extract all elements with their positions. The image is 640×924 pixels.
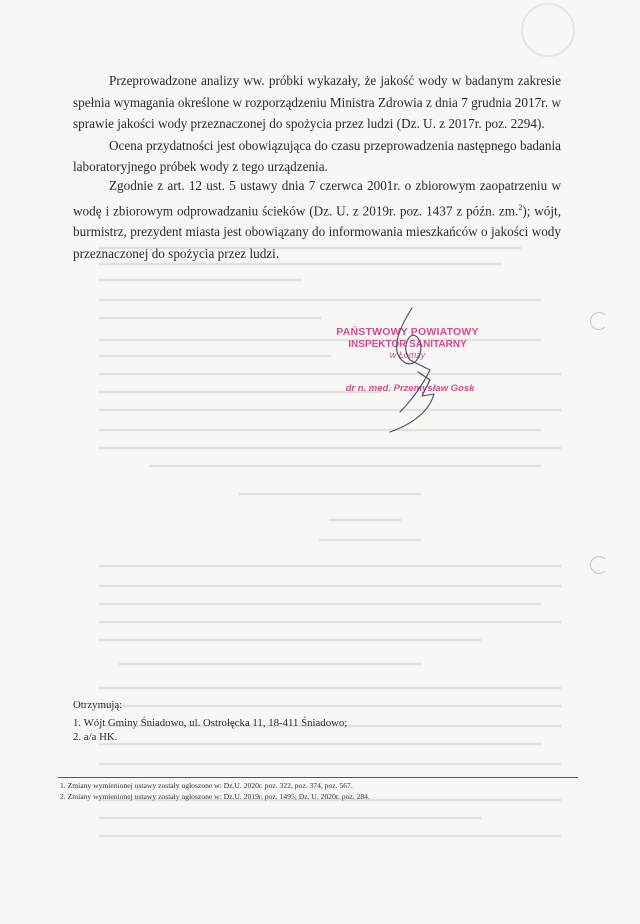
handwritten-signature	[360, 300, 480, 440]
footnote-ref: 2	[518, 202, 523, 212]
stamp-signatory: dr n. med. Przemysław Gosk	[345, 383, 475, 394]
recipient-item: 2. a/a HK.	[73, 731, 118, 743]
stamp-line-3: w Łomży	[389, 350, 426, 360]
stamp-line-2: INSPEKTOR SANITARNY	[348, 339, 467, 350]
paragraph-legal-basis	[73, 175, 561, 264]
recipients-heading: Otrzymują:	[73, 699, 123, 711]
footnote-item: 1. Zmiany wymienionej ustawy zostały ogłoszone w: Dz.U. 2020r. poz. 322, poz. 374, poz. 567.	[60, 781, 353, 790]
punch-hole-mark	[590, 556, 608, 574]
paragraph-water-analysis	[73, 70, 561, 178]
recipients-block	[73, 698, 493, 744]
footnote-item: 2. Zmiany wymienionej ustawy zostały ogłoszone w: Dz.U. 2019r. poz. 1495; Dz. U. 2020r. poz. 284.	[60, 792, 370, 801]
recipient-item: 1. Wójt Gminy Śniadowo, ul. Ostrołęcka 11, 18-411 Śniadowo;	[73, 717, 348, 729]
recipients-list	[73, 716, 493, 744]
punch-hole-mark	[590, 312, 608, 330]
footnote-divider	[58, 777, 578, 778]
stamp-line-1: PAŃSTWOWY POWIATOWY	[336, 326, 479, 338]
legal-text-after: ); wójt, burmistrz, prezydent miasta jest obowiązany do informowania mieszkańców o jakości wody przeznaczonej do spożycia przez ludzi.	[73, 202, 561, 261]
paragraph-analysis-result: Przeprowadzone analizy ww. próbki wykazały, że jakość wody w badanym zakresie spełnia wymagania określone w rozporządzeniu Ministra Zdrowia z dnia 7 grudnia 2017r. w sprawie jakości wody przeznaczonej do spożycia przez ludzi (Dz. U. z 2017r. poz. 2294).	[73, 73, 561, 131]
legal-text-before: Zgodnie z art. 12 ust. 5 ustawy dnia 7 czerwca 2001r. o zbiorowym zaopatrzeniu w wodę i zbiorowym odprowadzaniu ścieków (Dz. U. z 2019r. poz. 1437 z późn. zm.	[73, 178, 561, 218]
paragraph-validity: Ocena przydatności jest obowiązująca do czasu przeprowadzenia następnego badania laboratoryjnego próbek wody z tego urządzenia.	[73, 137, 561, 174]
footnotes-block	[60, 780, 580, 802]
